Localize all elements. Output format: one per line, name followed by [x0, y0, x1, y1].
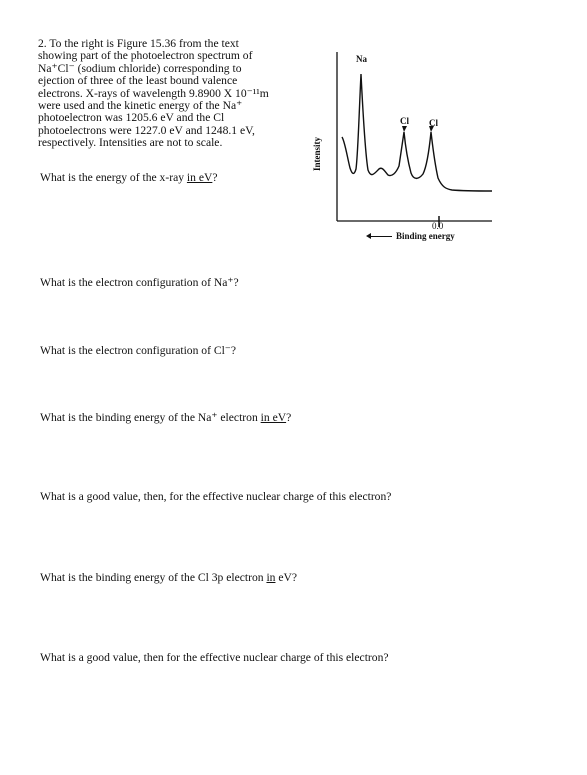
intro-line: ejection of three of the least bound valence — [38, 74, 238, 88]
question-cl-binding-energy: What is the binding energy of the Cl 3p electron in eV? — [40, 571, 298, 584]
question-cl-config: What is the electron configuration of Cl⁻? — [40, 344, 237, 357]
question-cl-effective-charge: What is a good value, then for the effective nuclear charge of this electron? — [40, 651, 389, 664]
intro-line: 2. To the right is Figure 15.36 from the text — [38, 37, 239, 50]
x-axis-label: Binding energy — [396, 231, 455, 241]
intro-line: showing part of the photoelectron spectrum of — [38, 49, 253, 63]
intro-paragraph — [38, 38, 300, 150]
peak-label-cl: Cl — [429, 118, 438, 128]
intro-line: photoelectrons were 1227.0 eV and 1248.1 eV, — [38, 123, 255, 137]
question-xray-energy: What is the energy of the x-ray in eV? — [40, 171, 218, 184]
x-axis-label-group — [370, 231, 455, 241]
intro-line: Na⁺Cl⁻ (sodium chloride) corresponding to — [38, 61, 242, 75]
spectrum-plot — [312, 44, 512, 254]
intro-line: respectively. Intensities are not to scale. — [38, 136, 223, 150]
peak-label-cl: Cl — [400, 116, 409, 126]
question-na-config: What is the electron configuration of Na⁺? — [40, 276, 239, 289]
cl-peak-marker — [402, 126, 407, 132]
intro-line: electrons. X-rays of wavelength 9.8900 X 10⁻¹¹m — [38, 86, 269, 100]
spectrum-curve — [342, 74, 492, 191]
peak-label-na: Na — [356, 54, 367, 64]
question-na-effective-charge: What is a good value, then, for the effective nuclear charge of this electron? — [40, 490, 392, 503]
y-axis-label: Intensity — [312, 137, 322, 172]
left-arrow-icon — [370, 236, 392, 237]
intro-line: were used and the kinetic energy of the Na⁺ — [38, 99, 243, 113]
photoelectron-spectrum-figure — [312, 44, 512, 254]
x-tick-label: 0.0 — [432, 221, 444, 231]
question-na-binding-energy: What is the binding energy of the Na⁺ electron in eV? — [40, 411, 292, 424]
intro-line: photoelectron was 1205.6 eV and the Cl — [38, 111, 225, 125]
